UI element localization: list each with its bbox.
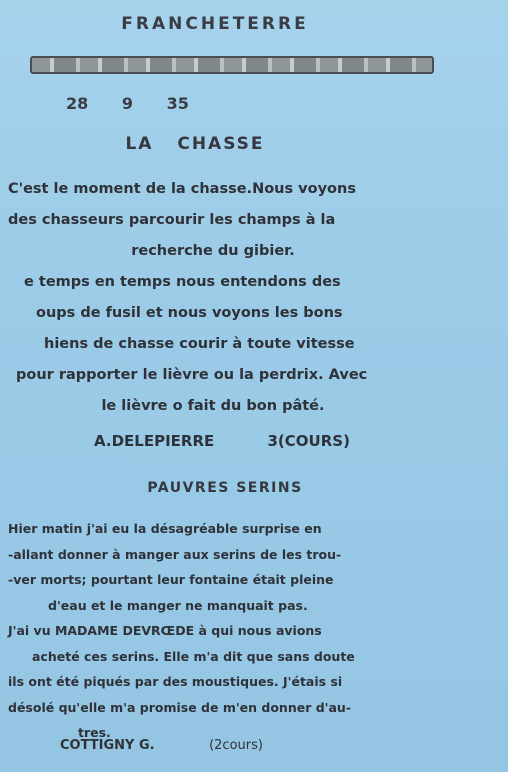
article-1-line: C'est le moment de la chasse.Nous voyons bbox=[8, 181, 356, 197]
date-year: 35 bbox=[166, 94, 189, 113]
article-1-body bbox=[8, 174, 418, 422]
article-2-line: J'ai vu MADAME DEVRŒDE à qui nous avions bbox=[8, 623, 322, 638]
article-1-line: oups de fusil et nous voyons les bons bbox=[36, 305, 343, 321]
article-1-line: des chasseurs parcourir les champs à la bbox=[8, 212, 336, 228]
article-2-title: PAUVRES SERINS bbox=[147, 480, 303, 496]
article-2-line: d'eau et le manger ne manquait pas. bbox=[48, 597, 308, 613]
date-month: 9 bbox=[121, 94, 133, 113]
article-2-line: désolé qu'elle m'a promise de m'en donner d'au- bbox=[8, 699, 352, 715]
issue-date bbox=[66, 94, 211, 113]
article-2-class: (2cours) bbox=[209, 738, 263, 753]
article-2-line: acheté ces serins. Elle m'a dit que sans doute bbox=[32, 648, 355, 664]
article-2-body bbox=[8, 516, 408, 746]
article-1-line: le lièvre o fait du bon pâté. bbox=[101, 398, 325, 414]
article-2-signature bbox=[60, 738, 263, 753]
article-1-line: recherche du gibier. bbox=[131, 243, 295, 259]
article-1-line: hiens de chasse courir à toute vitesse bbox=[44, 336, 355, 352]
article-1-title: LA CHASSE bbox=[125, 134, 265, 154]
article-2-line: -allant donner à manger aux serins de les trou- bbox=[8, 546, 342, 562]
article-2-line: ils ont été piqués par des moustiques. J'étais si bbox=[8, 674, 343, 689]
article-1-line: pour rapporter le lièvre ou la perdrix. Avec bbox=[16, 367, 368, 383]
date-day: 28 bbox=[66, 94, 89, 113]
article-2-line: tres. bbox=[78, 725, 111, 740]
masthead-title: FRANCHETERRE bbox=[121, 14, 309, 34]
article-1-signature bbox=[94, 432, 350, 450]
article-2-line: Hier matin j'ai eu la désagréable surprise en bbox=[8, 521, 322, 536]
masthead-decorative-bar bbox=[30, 56, 434, 74]
article-1-line: e temps en temps nous entendons des bbox=[24, 274, 341, 290]
article-1-author: A.DELEPIERRE bbox=[94, 432, 215, 450]
article-2-line: -ver morts; pourtant leur fontaine était pleine bbox=[8, 572, 334, 587]
article-2-author: COTTIGNY G. bbox=[60, 738, 155, 753]
article-1-class: 3(COURS) bbox=[267, 432, 350, 450]
